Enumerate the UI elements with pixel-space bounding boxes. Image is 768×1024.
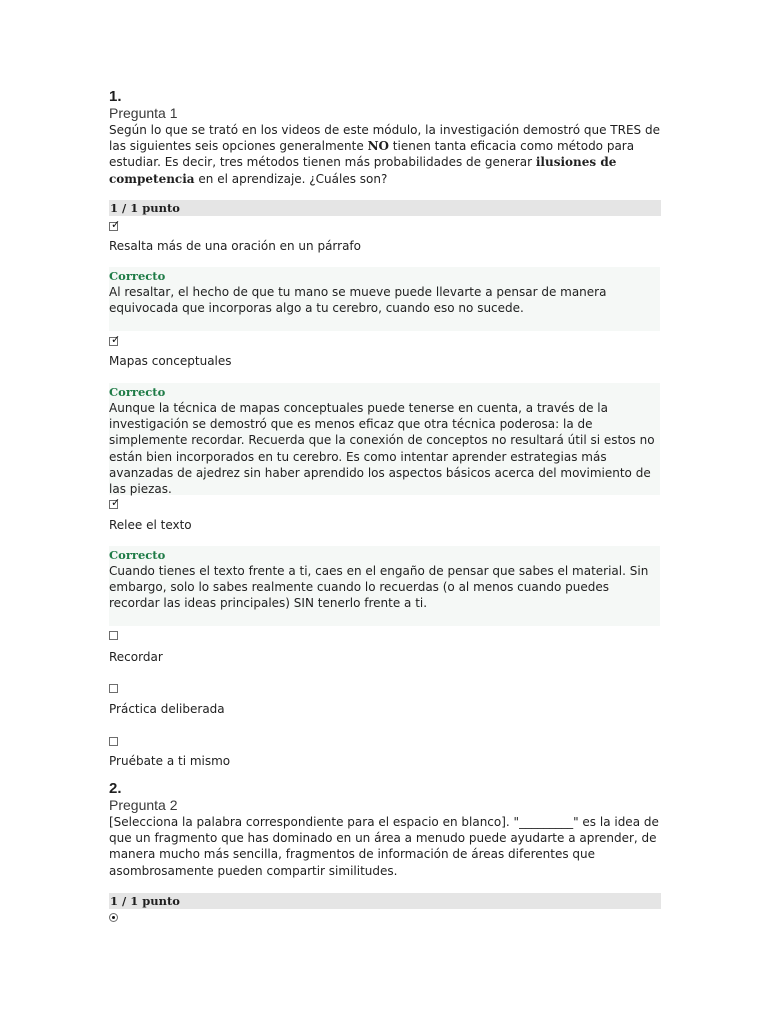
option-label: Mapas conceptuales xyxy=(109,354,232,368)
radio-circle[interactable] xyxy=(109,913,118,922)
question-label: Pregunta 2 xyxy=(109,797,178,813)
feedback-title: Correcto xyxy=(109,385,166,399)
feedback-text: Aunque la técnica de mapas conceptuales puede tenerse en cuenta, a través de la investigación se demostró que es menos eficaz que otra técnica poderosa: la de simplemente recordar. Recuerda que la conexión de conceptos no resultará útil si estos no están bien incorporados en tu cerebro. Es como intentar aprender estrategias más avanzadas de ajedrez sin haber aprendido los aspectos básicos acerca del movimiento de las piezas. xyxy=(109,401,655,497)
checkbox-box[interactable] xyxy=(109,496,121,509)
option-label: Relee el texto xyxy=(109,518,192,532)
question-number: 1. xyxy=(109,88,122,105)
question-text-part: en el aprendizaje. ¿Cuáles son? xyxy=(194,171,388,186)
checkbox-box[interactable] xyxy=(109,684,118,693)
option-label: Práctica deliberada xyxy=(109,702,225,716)
check-icon: ✓ xyxy=(111,333,121,346)
feedback-title: Correcto xyxy=(109,548,166,562)
question-text-part: tienen tanta eficacia como método para estudiar. Es decir, tres métodos tienen más probabilidades de generar xyxy=(109,139,635,170)
score-bar: 1 / 1 punto xyxy=(109,200,661,216)
question-text-emphasis: ilusiones de competencia xyxy=(109,155,617,186)
question-text-emphasis: NO xyxy=(367,139,389,154)
feedback-text: Al resaltar, el hecho de que tu mano se mueve puede llevarte a pensar de manera equivocada que incorporas algo a tu cerebro, cuando eso no sucede. xyxy=(109,285,607,316)
question-text: [Selecciona la palabra correspondiente para el espacio en blanco]. "_________" es la idea de que un fragmento que has dominado en un área a menudo puede ayudarte a aprender, de manera mucho más sencilla, fragmentos de información de áreas diferentes que asombrosamente pueden compartir similitudes. xyxy=(109,815,659,878)
feedback-panel xyxy=(109,383,660,495)
check-icon: ✓ xyxy=(111,218,121,231)
checkbox-box[interactable] xyxy=(109,218,121,231)
checkbox[interactable] xyxy=(109,737,660,746)
feedback-text: Cuando tienes el texto frente a ti, caes en el engaño de pensar que sabes el material. Sin embargo, solo lo sabes realmente cuando lo recuerdas (o al menos cuando puedes recordar las ideas principales) SIN tenerlo frente a ti. xyxy=(109,564,649,611)
feedback-panel xyxy=(109,267,660,331)
checkbox[interactable] xyxy=(109,684,660,693)
checkbox-box[interactable] xyxy=(109,737,118,746)
option-label: Resalta más de una oración en un párrafo xyxy=(109,239,361,253)
question-label: Pregunta 1 xyxy=(109,105,178,121)
question-text-part: Según lo que se trató en los videos de este módulo, la investigación demostró que TRES de las siguientes seis opciones generalmente xyxy=(109,123,660,154)
radio-button[interactable] xyxy=(109,913,660,922)
feedback-title: Correcto xyxy=(109,269,166,283)
checkbox[interactable] xyxy=(109,333,660,346)
question-1-header xyxy=(109,89,660,187)
radio-dot xyxy=(112,916,115,919)
question-2-header xyxy=(109,781,660,879)
question-text xyxy=(109,122,660,187)
question-number: 2. xyxy=(109,780,122,797)
feedback-panel xyxy=(109,546,660,626)
checkbox[interactable] xyxy=(109,631,660,640)
option-label: Pruébate a ti mismo xyxy=(109,754,231,768)
check-icon: ✓ xyxy=(111,496,121,509)
score-bar: 1 / 1 punto xyxy=(109,893,661,909)
checkbox[interactable] xyxy=(109,218,660,231)
checkbox-box[interactable] xyxy=(109,333,121,346)
checkbox[interactable] xyxy=(109,496,660,509)
checkbox-box[interactable] xyxy=(109,631,118,640)
option-label: Recordar xyxy=(109,650,163,664)
